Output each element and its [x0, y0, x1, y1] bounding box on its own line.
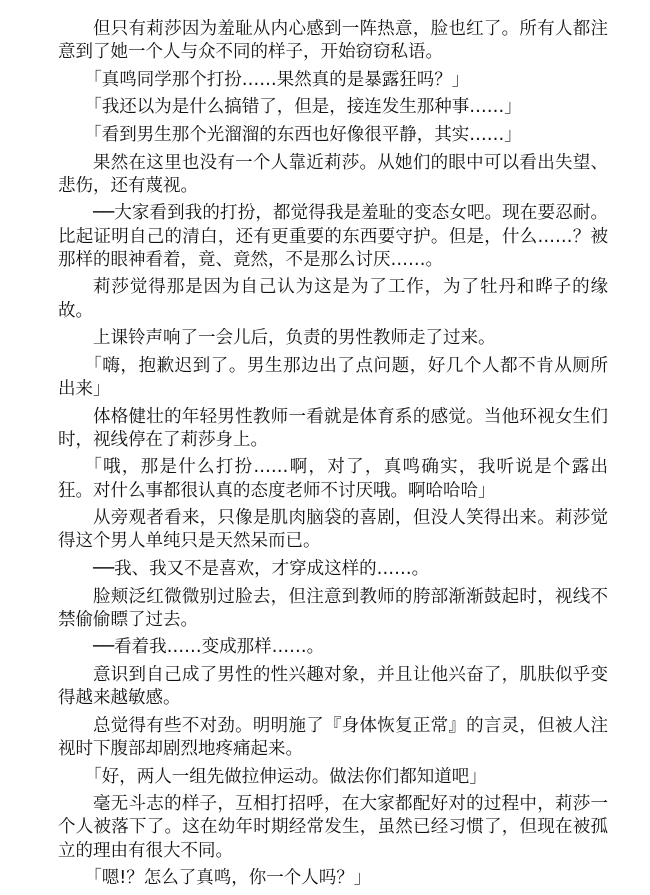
dialogue-line: 「哦，那是什么打扮……啊，对了，真鸣确实，我听说是个露出狂。对什么事都很认真的态度老师不讨厌哦。啊哈哈哈」 [58, 457, 608, 501]
paragraph: 果然在这里也没有一个人靠近莉莎。从她们的眼中可以看出失望、悲伤，还有蔑视。 [58, 152, 608, 196]
dialogue-line: 「好，两人一组先做拉伸运动。做法你们都知道吧」 [84, 766, 487, 787]
paragraph: 脸颊泛红微微别过脸去，但注意到教师的胯部渐渐鼓起时，视线不禁偷偷瞟了过去。 [58, 586, 608, 630]
paragraph: ──我、我又不是喜欢，才穿成这样的……。 [93, 558, 430, 579]
paragraph: ──大家看到我的打扮，都觉得我是羞耻的变态女吧。现在要忍耐。比起证明自己的清白，还有更重要的东西要守护。但是，什么……？被那样的眼神看着，竟、竟然，不是那么讨厌……。 [58, 203, 608, 270]
paragraph: 体格健壮的年轻男性教师一看就是体育系的感觉。当他环视女生们时，视线停在了莉莎身上。 [58, 406, 608, 450]
paragraph: 意识到自己成了男性的性兴趣对象，并且让他兴奋了，肌肤似乎变得越来越敏感。 [58, 664, 608, 709]
paragraph: 总觉得有些不对劲。明明施了『身体恢复正常』的言灵，但被人注视时下腹部却剧烈地疼痛起来。 [58, 715, 608, 759]
document-page [58, 18, 608, 895]
paragraph: 上课铃声响了一会儿后，负责的男性教师走了过来。 [93, 328, 496, 349]
paragraph: 莉莎觉得那是因为自己认为这是为了工作，为了牡丹和晔子的缘故。 [58, 277, 608, 321]
dialogue-line: 「嗯!？怎么了真鸣，你一个人吗？」 [84, 868, 372, 889]
paragraph: 但只有莉莎因为羞耻从内心感到一阵热意，脸也红了。所有人都注意到了她一个人与众不同的样子，开始窃窃私语。 [58, 19, 608, 63]
dialogue-line: 「看到男生那个光溜溜的东西也好像很平静，其实……」 [84, 124, 522, 145]
dialogue-line: 「嗨，抱歉迟到了。男生那边出了点问题，好几个人都不肯从厕所出来」 [58, 355, 608, 399]
paragraph: ──看着我……变成那样……。 [93, 637, 325, 658]
dialogue-line: 「真鸣同学那个打扮……果然真的是暴露狂吗？」 [84, 69, 470, 90]
paragraph: 从旁观者看来，只像是肌肉脑袋的喜剧，但没人笑得出来。莉莎觉得这个男人单纯只是天然呆而已。 [58, 508, 608, 552]
paragraph: 毫无斗志的样子，互相打招呼，在大家都配好对的过程中，莉莎一个人被落下了。这在幼年时期经常发生，虽然已经习惯了，但现在被孤立的理由有很大不同。 [58, 794, 608, 861]
dialogue-line: 「我还以为是什么搞错了，但是，接连发生那种事……」 [84, 97, 522, 118]
